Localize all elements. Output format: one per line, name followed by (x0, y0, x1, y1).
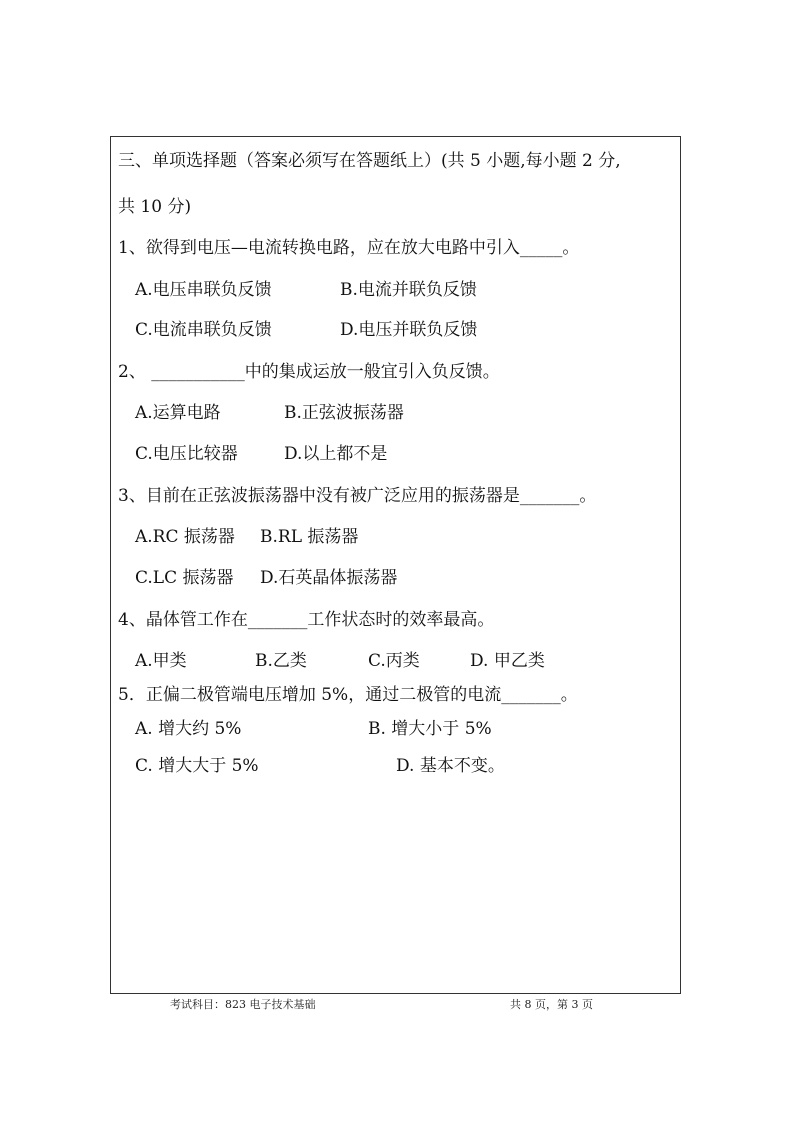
question-3-stem: 3、目前在正弦波振荡器中没有被广泛应用的振荡器是_______。 (118, 486, 597, 506)
question-4-option-d: D. 甲乙类 (470, 651, 545, 671)
question-4-stem: 4、晶体管工作在_______工作状态时的效率最高。 (118, 610, 495, 630)
question-2-option-d: D.以上都不是 (284, 444, 388, 464)
section-heading: 三、单项选择题（答案必须写在答题纸上）(共 5 小题,每小题 2 分, (118, 151, 621, 171)
question-5-option-d: D. 基本不变。 (396, 756, 505, 776)
question-3-option-d: D.石英晶体振荡器 (260, 568, 398, 588)
question-4-option-b: B.乙类 (255, 651, 307, 671)
question-4-option-c: C.丙类 (368, 651, 420, 671)
question-5-option-b: B. 增大小于 5% (368, 719, 492, 739)
question-1-stem: 1、欲得到电压—电流转换电路，应在放大电路中引入_____。 (118, 238, 580, 258)
question-1-option-b: B.电流并联负反馈 (340, 280, 477, 300)
question-5-option-c: C. 增大大于 5% (135, 756, 259, 776)
question-5-option-a: A. 增大约 5% (135, 719, 242, 739)
answer-box-frame (110, 136, 681, 994)
question-2-option-c: C.电压比较器 (135, 444, 238, 464)
question-3-option-c: C.LC 振荡器 (135, 568, 234, 588)
question-4-option-a: A.甲类 (135, 651, 187, 671)
question-2-option-b: B.正弦波振荡器 (284, 403, 404, 423)
footer-subject: 考试科目：823 电子技术基础 (170, 998, 316, 1011)
question-1-option-a: A.电压串联负反馈 (135, 280, 272, 300)
section-heading-continued: 共 10 分) (118, 197, 192, 217)
question-3-option-b: B.RL 振荡器 (260, 527, 359, 547)
footer-page-info: 共 8 页，第 3 页 (510, 998, 593, 1011)
question-2-stem: 2、 ___________中的集成运放一般宜引入负反馈。 (118, 362, 500, 382)
question-2-option-a: A.运算电路 (135, 403, 221, 423)
question-1-option-c: C.电流串联负反馈 (135, 320, 272, 340)
question-5-stem: 5．正偏二极管端电压增加 5%，通过二极管的电流_______。 (118, 685, 578, 705)
question-1-option-d: D.电压并联负反馈 (340, 320, 478, 340)
question-3-option-a: A.RC 振荡器 (135, 527, 235, 547)
